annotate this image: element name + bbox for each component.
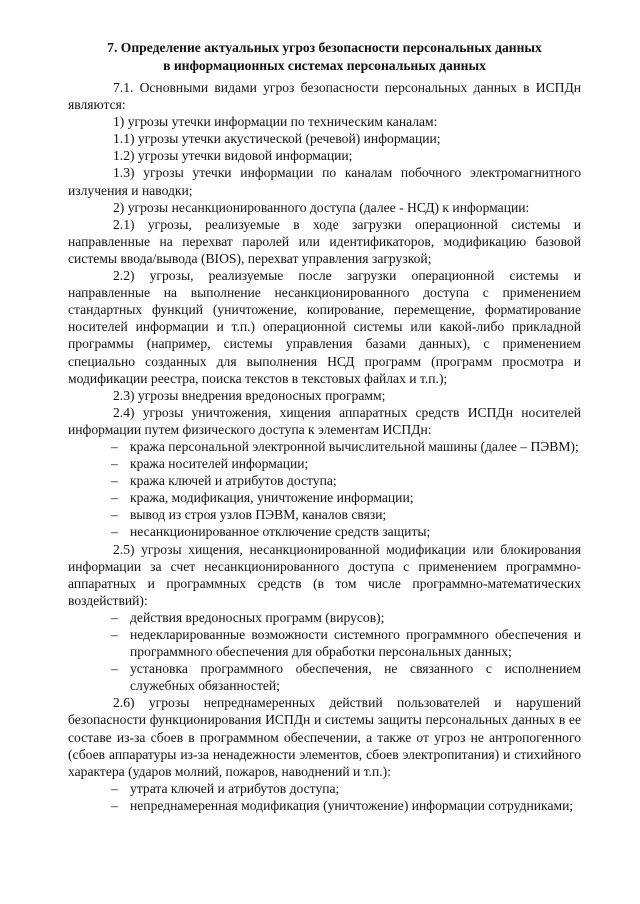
dash-marker: – [111, 456, 118, 472]
section-title-line-2: в информационных системах персональных данных [163, 58, 486, 73]
list-item [68, 472, 581, 489]
paragraph-2-6: 2.6) угрозы непреднамеренных действий пользователей и нарушений безопасности функционирования ИСПДн и системы защиты персональных данных в ее составе из-за сбоев в программном обеспечении, а также от угроз не антропогенного (сбоев аппаратуры из-за ненадежности элементов, сбоев электропитания) и стихийного характера (ударов молний, пожаров, наводнений и т.п.): [68, 695, 581, 779]
list-item-text: непреднамеренная модификация (уничтожение) информации сотрудниками; [130, 797, 574, 813]
list-item [68, 455, 581, 472]
list-item-text: кража ключей и атрибутов доступа; [130, 473, 337, 489]
list-item-text: кража персональной электронной вычислительной машины (далее – ПЭВМ); [130, 438, 579, 454]
list-item-text: кража носителей информации; [130, 456, 309, 472]
list-2-5 [68, 609, 581, 694]
list-2-4 [68, 438, 581, 541]
list-item-text: действия вредоносных программ (вирусов); [130, 609, 385, 625]
paragraph-2-4: 2.4) угрозы уничтожения, хищения аппаратных средств ИСПДн носителей информации путем физического доступа к элементам ИСПДн: [68, 404, 581, 437]
list-item-text: вывод из строя узлов ПЭВМ, каналов связи; [130, 507, 387, 523]
list-item-text: утрата ключей и атрибутов доступа; [130, 780, 340, 796]
paragraph-2: 2) угрозы несанкционированного доступа (далее - НСД) к информации: [113, 199, 530, 215]
list-item [68, 797, 581, 814]
list-item [68, 438, 581, 455]
dash-marker: – [111, 609, 118, 625]
list-item-text: несанкционированное отключение средств защиты; [130, 524, 431, 540]
section-title [68, 39, 581, 75]
list-item [68, 489, 581, 506]
paragraph-2-1: 2.1) угрозы, реализуемые в ходе загрузки операционной системы и направленные на перехват паролей или идентификаторов, модификацию базовой системы ввода/вывода (BIOS), перехват управления загрузкой; [68, 216, 581, 266]
dash-marker: – [111, 797, 118, 813]
list-item [68, 626, 581, 660]
paragraph-1-1: 1.1) угрозы утечки акустической (речевой) информации; [113, 131, 441, 147]
paragraph-1: 1) угрозы утечки информации по техническим каналам: [113, 114, 438, 130]
paragraph-2-2: 2.2) угрозы, реализуемые после загрузки операционной системы и направленные на выполнение несанкционированного доступа с применением стандартных функций (уничтожение, копирование, перемещение, форматирование носителей информации и т.п.) операционной системы или какой-либо прикладной программы (например, системы управления базами данных), с применением специально созданных для выполнения НСД программ (программ просмотра и модификации реестра, поиска текстов в текстовых файлах и т.п.); [68, 268, 581, 386]
list-item-text: недекларированные возможности системного программного обеспечения и программного обеспечения для обработки персональных данных; [130, 627, 581, 660]
dash-marker: – [111, 490, 118, 506]
dash-marker: – [111, 473, 118, 489]
list-item-text: установка программного обеспечения, не связанного с исполнением служебных обязанностей; [130, 661, 581, 694]
dash-marker: – [111, 524, 118, 540]
dash-marker: – [111, 438, 118, 454]
list-item [68, 780, 581, 797]
list-2-6 [68, 780, 581, 814]
list-item [68, 660, 581, 694]
dash-marker: – [111, 661, 118, 677]
list-item [68, 523, 581, 540]
paragraph-1-3: 1.3) угрозы утечки информации по каналам побочного электромагнитного излучения и наводки; [68, 165, 581, 198]
paragraph-7-1: 7.1. Основными видами угроз безопасности персональных данных в ИСПДн являются: [68, 80, 581, 113]
paragraph-2-5: 2.5) угрозы хищения, несанкционированной модификации или блокирования информации за счет несанкционированного доступа с применением программно-аппаратных и программных средств (в том числе программно-математических воздействий): [68, 541, 581, 608]
list-item-text: кража, модификация, уничтожение информации; [130, 490, 414, 506]
section-title-line-1: 7. Определение актуальных угроз безопасности персональных данных [107, 40, 542, 55]
paragraph-2-3: 2.3) угрозы внедрения вредоносных программ; [113, 387, 386, 403]
dash-marker: – [111, 627, 118, 642]
dash-marker: – [111, 780, 118, 796]
dash-marker: – [111, 507, 118, 523]
list-item [68, 506, 581, 523]
list-item [68, 609, 581, 626]
paragraph-1-2: 1.2) угрозы утечки видовой информации; [113, 148, 353, 164]
